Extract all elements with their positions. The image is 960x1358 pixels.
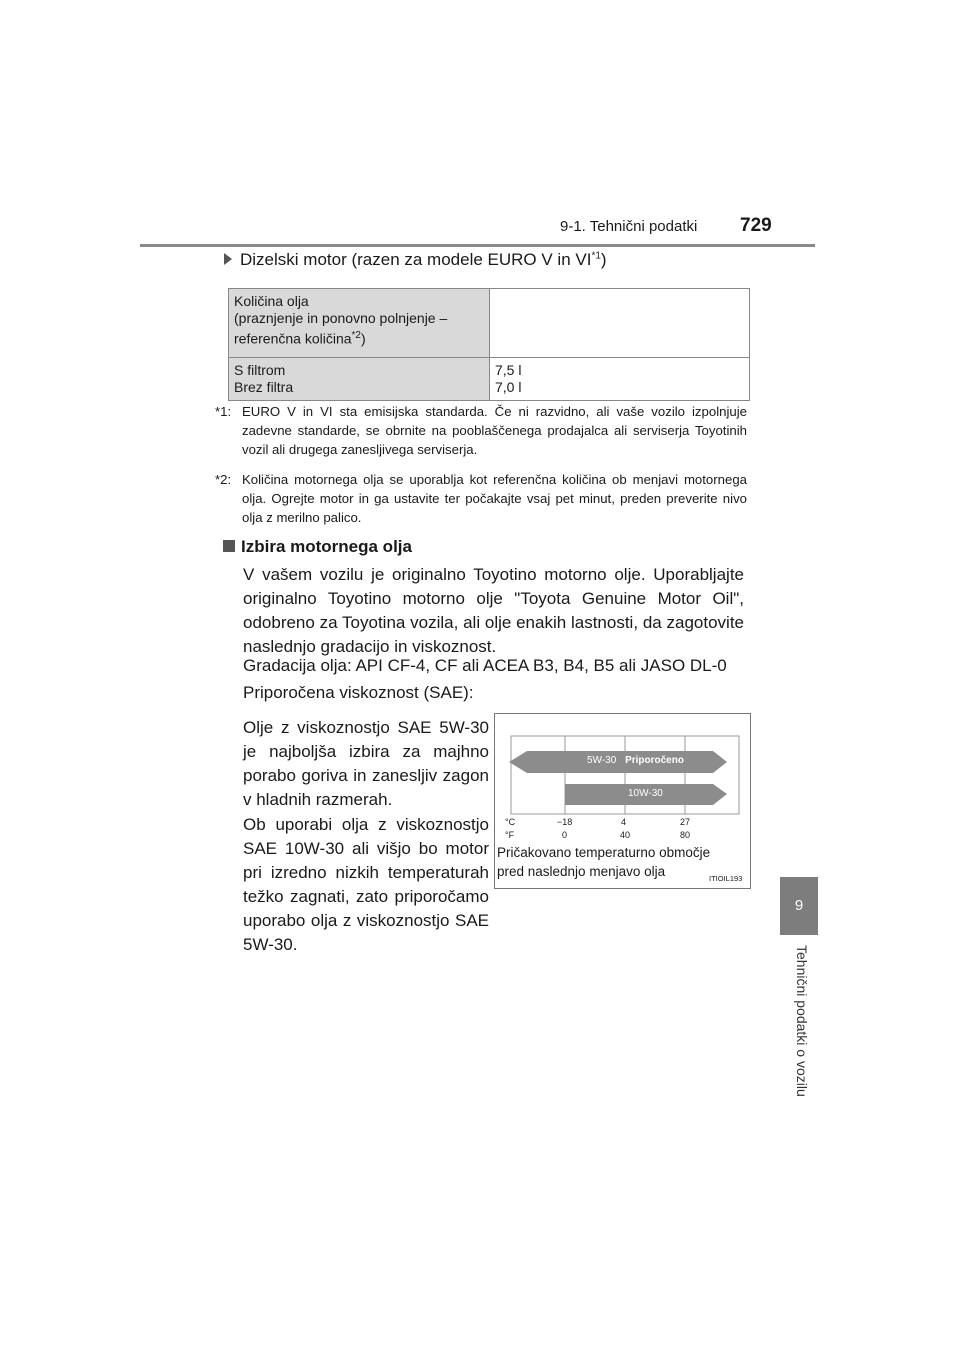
tick-c-1: −18 [557,817,573,827]
recommended-tag: Priporočeno [625,755,684,766]
chapter-tab-label: Tehnični podatki o vozilu [794,945,810,1097]
footnote-ref: *1 [591,250,601,262]
subheading: Dizelski motor (razen za modele EURO V in VI$^{*1}$) [224,250,607,270]
tick-c-2: 4 [621,817,627,827]
subheading-text: Dizelski motor (razen za modele EURO V in VI [240,250,592,269]
unit-celsius: °C [505,817,516,827]
page-number: 729 [740,215,772,236]
chapter-tab: 9 [780,877,818,935]
tick-f-3: 80 [680,830,691,840]
table-header-cell: Količina olja (praznjenje in ponovno polnjenje – referenčna količina$^{*2}$) [229,289,490,358]
oil-capacity-table [228,288,750,401]
tick-c-3: 27 [680,817,691,827]
section-title: Izbira motornega olja [223,537,412,557]
footnote-2: *2: Količina motornega olja se uporablja kot referenčna količina ob menjavi motornega olja. Ogrejte motor in ga ustavite ter počakajte vsaj pet minut, preden preverite nivo olja z merilno palico. [215,472,747,525]
figure-code: ITIOIL193 [709,874,743,883]
square-bullet-icon [223,540,235,552]
section-header: 9-1. Tehnični podatki [560,218,698,235]
tick-f-1: 0 [562,830,568,840]
paragraph-5w30: Olje z viskoznostjo SAE 5W-30 je najboljša izbira za majhno porabo goriva in zanesljiv zagon v hladnih razmerah. [243,718,489,809]
footnote-1: *1: EURO V in VI sta emisijska standarda. Če ni razvidno, ali vaše vozilo izpolnjuje zadevne standarde, se obrnite na pooblaščenega prodajalca ali serviserja Toyotinih vozil ali drugega zanesljivega serviserja. [215,404,747,457]
bar-label-10w30: 10W-30 [628,788,663,799]
viscosity-figure [494,713,751,889]
paragraph-intro: V vašem vozilu je originalno Toyotino motorno olje. Uporabljajte originalno Toyotino motorno olje "Toyota Genuine Motor Oil", odobreno za Toyotina vozila, ali olje enakih lastnosti, da zagotovite naslednjo gradacijo in viskoznost. [243,565,744,656]
paragraph-10w30: Ob uporabi olja z viskoznostjo SAE 10W-30 ali višjo bo motor pri izredno nizkih temperaturah težko zagnati, zato priporočamo uporabo olja z viskoznostjo SAE 5W-30. [243,815,489,954]
table-row-labels: S filtrom Brez filtra [229,358,490,401]
paragraph-grade: Gradacija olja: API CF-4, CF ali ACEA B3, B4, B5 ali JASO DL-0 [243,656,727,675]
header-rule [140,244,815,247]
figure-caption: Pričakovano temperaturno območje pred naslednjo menjavo olja [497,845,711,879]
tick-f-2: 40 [620,830,631,840]
unit-fahrenheit: °F [505,830,515,840]
table-row-values: 7,5 l 7,0 l [490,358,750,401]
paragraph-viscosity: Priporočena viskoznost (SAE): [243,683,474,702]
table-empty-cell [490,289,750,358]
bar-label-5w30: 5W-30 [587,755,617,766]
triangle-bullet-icon [224,253,232,265]
